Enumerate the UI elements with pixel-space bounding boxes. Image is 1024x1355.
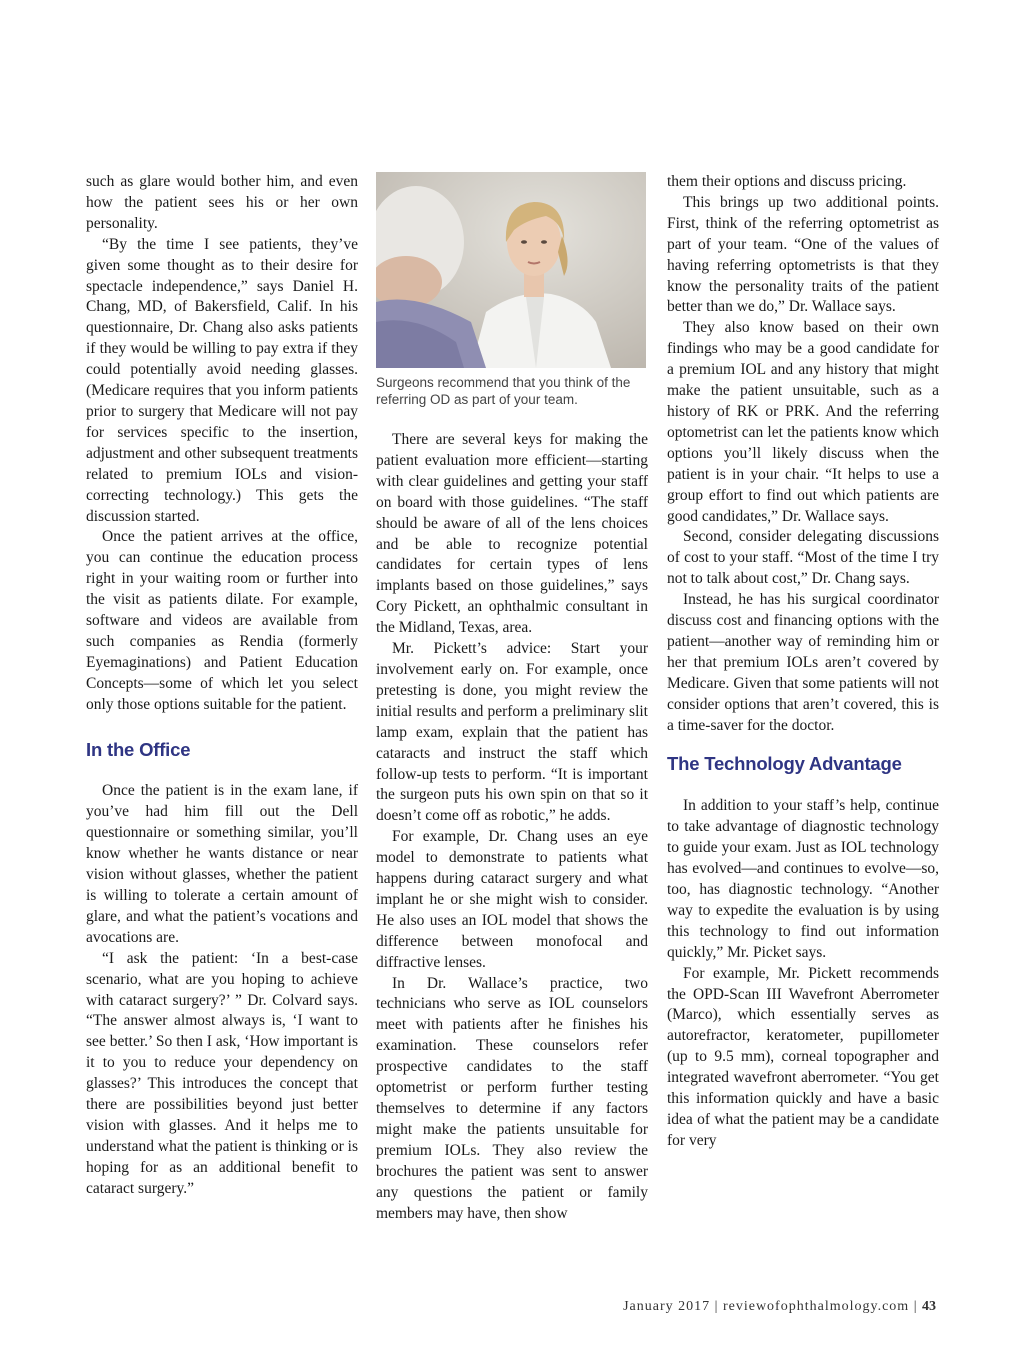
body-paragraph: Second, consider delegating discussions of cost to your staff. “Most of the time I try not to talk about cost,” Dr. Chang says. (667, 528, 939, 588)
body-paragraph: There are several keys for making the patient evaluation more efficient—starting with clear guidelines and getting your staff on board with those guidelines. “The staff should be aware of all of the lens choices and be able to recognize potential candidates for certain types of lens implants based on those guidelines,” says Cory Pickett, an ophthalmic consultant in the Midland, Texas, area. (376, 431, 648, 637)
body-paragraph: They also know based on their own findings who may be a good candidate for a premium IOL and any history that might make the patient unsuitable, such as a history of RK or PRK. And the referring optometrist can let the patients know which options you’ll likely discuss when the patient is in your chair. “It helps to use a group effort to find out which patients are good candidates,” Dr. Wallace says. (667, 319, 939, 525)
body-paragraph: Mr. Pickett’s advice: Start your involvement early on. For example, once pretesting is done, you might review the initial results and perform a preliminary slit lamp exam, explain that the patient has cataracts and instruct the staff which follow-up tests to perform. “It is important the surgeon puts his own spin on that so it doesn’t come off as robotic,” he adds. (376, 640, 648, 825)
body-paragraph: them their options and discuss pricing. (667, 173, 907, 190)
footer-date: January 2017 (623, 1299, 711, 1314)
subhead-in-the-office: In the Office (86, 738, 191, 760)
footer-separator: | (913, 1299, 918, 1314)
body-paragraph: Once the patient arrives at the office, you can continue the education process right in your waiting room or further into the visit as patients dilate. For example, software and videos are available from such companies as Rendia (formerly Eyemaginations) and Patient Education Concepts—some of which let you select only those options suitable for the patient. (86, 528, 358, 713)
body-paragraph: Once the patient is in the exam lane, if you’ve had him fill out the Dell questionnaire or something similar, you’ll know whether he wants distance or near vision without glasses, whether the patient is willing to tolerate a certain amount of glare, and what the patient’s vocations and avocations are. (86, 782, 358, 946)
page-footer (623, 1299, 936, 1315)
body-paragraph: “I ask the patient: ‘In a best-case scenario, what are you hoping to achieve with cataract surgery?’ ” Dr. Colvard says. “The answer almost always is, ‘I want to see better.’ So then I ask, ‘How important is it to you to reduce your dependency on glasses?’ This introduces the concept that there are possibilities beyond just better vision with glasses. And it helps me to understand what the patient is thinking or is hoping for as an additional benefit to cataract surgery.” (86, 949, 358, 1197)
footer-site: reviewofophthalmology.com (722, 1299, 910, 1314)
footer-separator: | (714, 1299, 719, 1314)
column-3 (667, 172, 939, 1152)
photo-surgeon-with-patient (376, 172, 646, 368)
column-2 (376, 172, 648, 1224)
body-paragraph: “By the time I see patients, they’ve given some thought as to their desire for spectacle independence,” says Daniel H. Chang, MD, of Bakersfield, Calif. In his questionnaire, Dr. Chang also asks patients if they would be willing to pay extra if they could potentially avoid needing glasses. (Medicare requires that you inform patients prior to surgery that Medicare will not pay for services specific to the insertion, adjustment and other subsequent treatments related to premium IOLs and vision-correcting technology.) This gets the discussion started. (86, 235, 358, 525)
body-paragraph: Instead, he has his surgical coordinator discuss cost and financing options with the patient—another way of reminding him or her that premium IOLs aren’t covered by Medicare. Given that some patients will not consider options that aren’t covered, this is a time-saver for the doctor. (667, 591, 939, 734)
body-paragraph: In addition to your staff’s help, continue to take advantage of diagnostic technology to guide your exam. Just as IOL technology has evolved—and continues to evolve—so, too, has diagnostic technology. “Another way to expedite the evaluation is by using this technology to find out information quickly,” Mr. Picket says. (667, 797, 939, 961)
body-paragraph: In Dr. Wallace’s practice, two technicians who serve as IOL counselors meet with patients after he finishes his examination. These counselors refer prospective candidates to the staff optometrist or perform further testing themselves to determine if any factors might make the patients unsuitable for premium IOLs. They also review the brochures the patient was sent to answer any questions the patient or family members may have, then show (376, 974, 648, 1222)
body-paragraph: such as glare would bother him, and even how the patient sees his or her own personality. (86, 173, 358, 232)
body-paragraph: For example, Mr. Pickett recommends the OPD-Scan III Wavefront Aberrometer (Marco), which essentially serves as autorefractor, keratometer, pupillometer (up to 9.5 mm), corneal topographer and integrated wavefront aberrometer. “You get this information quickly and have a basic idea of what the patient may be a candidate for very (667, 964, 939, 1149)
surgeon-photo-illustration (376, 172, 646, 368)
subhead-technology-advantage: The Technology Advantage (667, 753, 902, 775)
body-paragraph: For example, Dr. Chang uses an eye model to demonstrate to patients what happens during cataract surgery and what implant he or she might wish to consider. He also uses an IOL model that shows the difference between monofocal and diffractive lenses. (376, 828, 648, 971)
photo-caption: Surgeons recommend that you think of the referring OD as part of your team. (376, 375, 631, 407)
column-1 (86, 172, 358, 1200)
page-number: 43 (922, 1299, 936, 1314)
body-paragraph: This brings up two additional points. First, think of the referring optometrist as part of your team. “One of the values of having referring optometrists is that they know the personality traits of the patient better than we do,” Dr. Wallace says. (667, 193, 939, 316)
